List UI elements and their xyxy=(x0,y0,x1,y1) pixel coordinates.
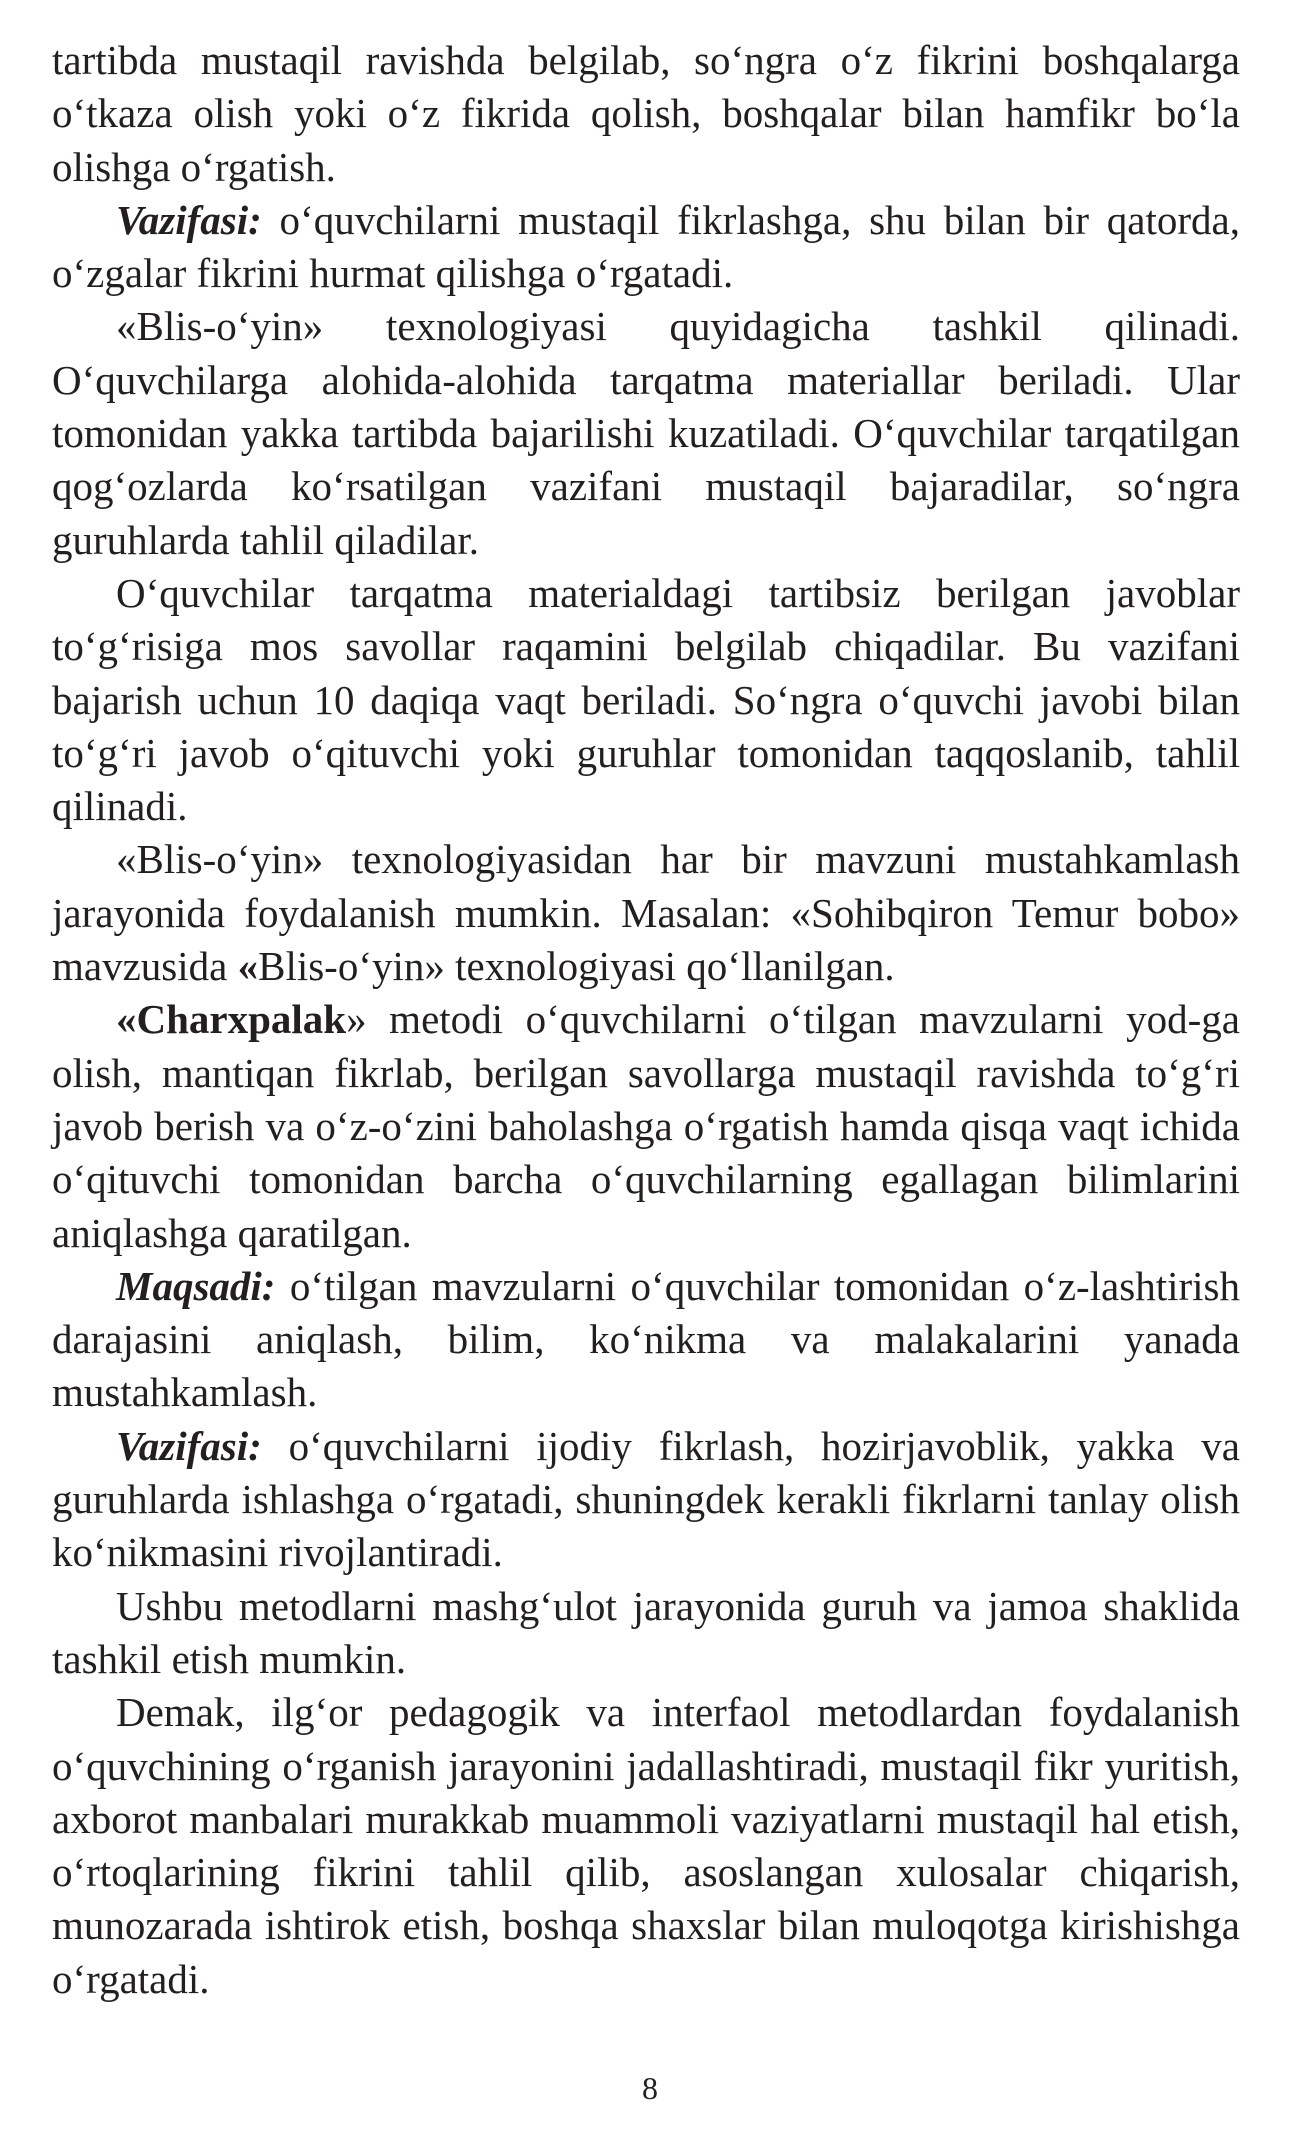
paragraph-text: tartibda mustaqil ravishda belgilab, so‘ngra o‘z fikrini boshqalarga o‘tkaza olish yoki o‘z fikrida qolish, boshqalar bilan hamfikr bo‘la olishga o‘rgatish. xyxy=(52,37,1240,190)
paragraph-text: «Blis-o‘yin» texnologiyasidan har bir mavzuni mustahkamlash jarayonida foydalanish mumkin. Masalan: «Sohibqiron Temur bobo» mavzusida xyxy=(52,836,1240,990)
paragraph-text: Ushbu metodlarni mashg‘ulot jarayonida guruh va jamoa shaklida tashkil etish mumkin. xyxy=(52,1582,1240,1682)
page-number: 8 xyxy=(642,2070,658,2106)
paragraph-conclusion xyxy=(52,1686,1240,2006)
paragraph-text: o‘quvchilarni ijodiy fikrlash, hozirjavoblik, yakka va guruhlarda ishlashga o‘rgatadi, shuningdek kerakli fikrlarni tanlay olish ko‘nikmasini rivojlantiradi. xyxy=(52,1422,1240,1576)
paragraph-task-2 xyxy=(52,1420,1240,1580)
term-label: Maqsadi: xyxy=(116,1262,276,1309)
paragraph-continuation xyxy=(52,34,1240,194)
paragraph-text: Demak, ilg‘or pedagogik va interfaol metodlardan foydalanish o‘quvchining o‘rganish jarayonini jadallashtiradi, mustaqil fikr yuritish, axborot manbalari murakkab muammoli vaziyatlarni mustaqil hal etish, o‘rtoqlarining fikrini tahlil qilib, asoslangan xulosalar chiqarish, munozarada ishtirok etish, boshqa shaxslar bilan muloqotga kirishishga o‘rgatadi. xyxy=(52,1689,1240,2002)
paragraph-blitz-organization xyxy=(52,300,1240,566)
page-body xyxy=(52,34,1240,2006)
paragraph-text: O‘quvchilar tarqatma materialdagi tartibsiz berilgan javoblar to‘g‘risiga mos savollar raqamini belgilab chiqadilar. Bu vazifani bajarish uchun 10 daqiqa vaqt beriladi. So‘ngra o‘quvchi javobi bilan to‘g‘ri javob o‘qituvchi yoki guruhlar tomonidan taqqoslanib, tahlil qilinadi. xyxy=(52,569,1240,830)
term-label: Vazifasi: xyxy=(116,196,262,243)
paragraph-blitz-procedure xyxy=(52,567,1240,833)
bold-quote-mark: « xyxy=(237,943,259,990)
paragraph-task xyxy=(52,194,1240,301)
term-label: Vazifasi: xyxy=(116,1422,262,1469)
paragraph-text: o‘tilgan mavzularni o‘quvchilar tomonidan o‘z-lashtirish darajasini aniqlash, bilim, ko‘nikma va malakalarini yanada mustahkamlash. xyxy=(52,1262,1240,1416)
paragraph-text: » metodi o‘quvchilarni o‘tilgan mavzularni yod-ga olish, mantiqan fikrlab, berilgan savollarga mustaqil ravishda to‘g‘ri javob berish va o‘z-o‘zini baholashga o‘rgatish hamda qisqa vaqt ichida o‘qituvchi tomonidan barcha o‘quvchilarning egallagan bilimlarini aniqlashga qaratilgan. xyxy=(52,996,1240,1256)
paragraph-blitz-usage xyxy=(52,833,1240,993)
paragraph-text: o‘quvchilarni mustaqil fikrlashga, shu bilan bir qatorda, o‘zgalar fikrini hurmat qilishga o‘rgatadi. xyxy=(52,196,1240,297)
paragraph-group-form xyxy=(52,1580,1240,1687)
paragraph-text: «Blis-o‘yin» texnologiyasi quyidagicha tashkil qilinadi. O‘quvchilarga alohida-alohida tarqatma materiallar beriladi. Ular tomonidan yakka tartibda bajarilishi kuzatiladi. O‘quvchilar tarqatilgan qog‘ozlarda ko‘rsatilgan vazifani mustaqil bajaradilar, so‘ngra guruhlarda tahlil qiladilar. xyxy=(52,303,1240,563)
paragraph-goal xyxy=(52,1260,1240,1420)
paragraph-charxpalak xyxy=(52,993,1240,1259)
paragraph-text-after: Blis-o‘yin» texnologiyasi qo‘llanilgan. xyxy=(258,943,895,990)
method-name: «Charxpalak xyxy=(116,996,347,1043)
